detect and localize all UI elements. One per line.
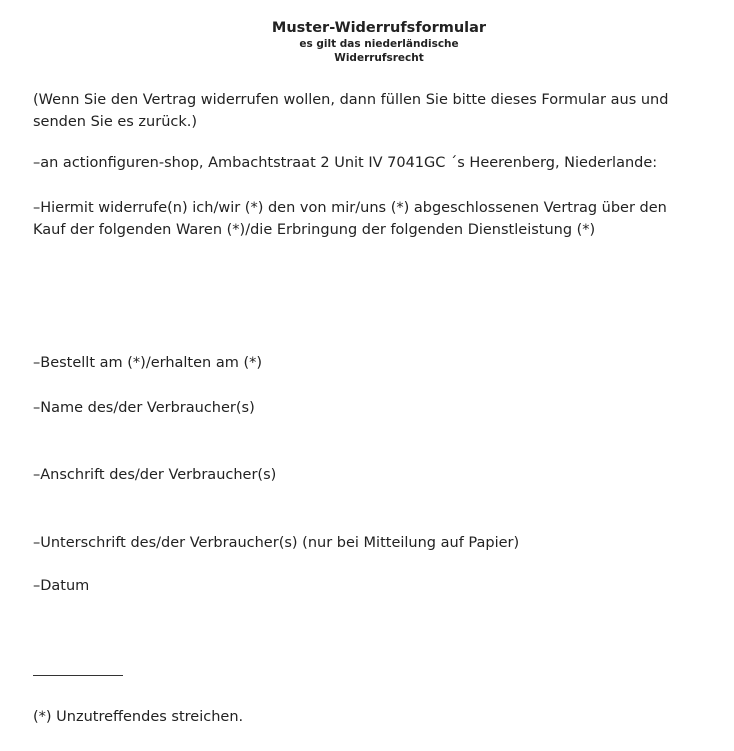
consumer-signature-field: –Unterschrift des/der Verbraucher(s) (nur bei Mitteilung auf Papier) [33,535,520,551]
intro-text: (Wenn Sie den Vertrag widerrufen wollen, dann füllen Sie bitte dieses Formular aus und senden Sie es zurück.) [33,92,669,130]
date-field: –Datum [33,578,90,594]
document-subtitle-line-2: Widerrufsrecht [334,52,424,64]
document-subtitle-line-1: es gilt das niederländische [299,38,459,50]
ordered-received-field: –Bestellt am (*)/erhalten am (*) [33,355,263,371]
footnote: (*) Unzutreffendes streichen. [33,709,244,725]
document-title: Muster-Widerrufsformular [271,20,487,36]
header-block [0,20,734,65]
footnote-separator [33,675,123,676]
declaration-text: –Hiermit widerrufe(n) ich/wir (*) den von mir/uns (*) abgeschlossenen Vertrag über den Kauf der folgenden Waren (*)/die Erbringung der folgenden Dienstleistung (*) [33,200,667,238]
consumer-name-field: –Name des/der Verbraucher(s) [33,400,255,416]
consumer-address-field: –Anschrift des/der Verbraucher(s) [33,467,277,483]
recipient-line: –an actionfiguren-shop, Ambachtstraat 2 Unit IV 7041GC ´s Heerenberg, Niederlande: [33,155,658,171]
